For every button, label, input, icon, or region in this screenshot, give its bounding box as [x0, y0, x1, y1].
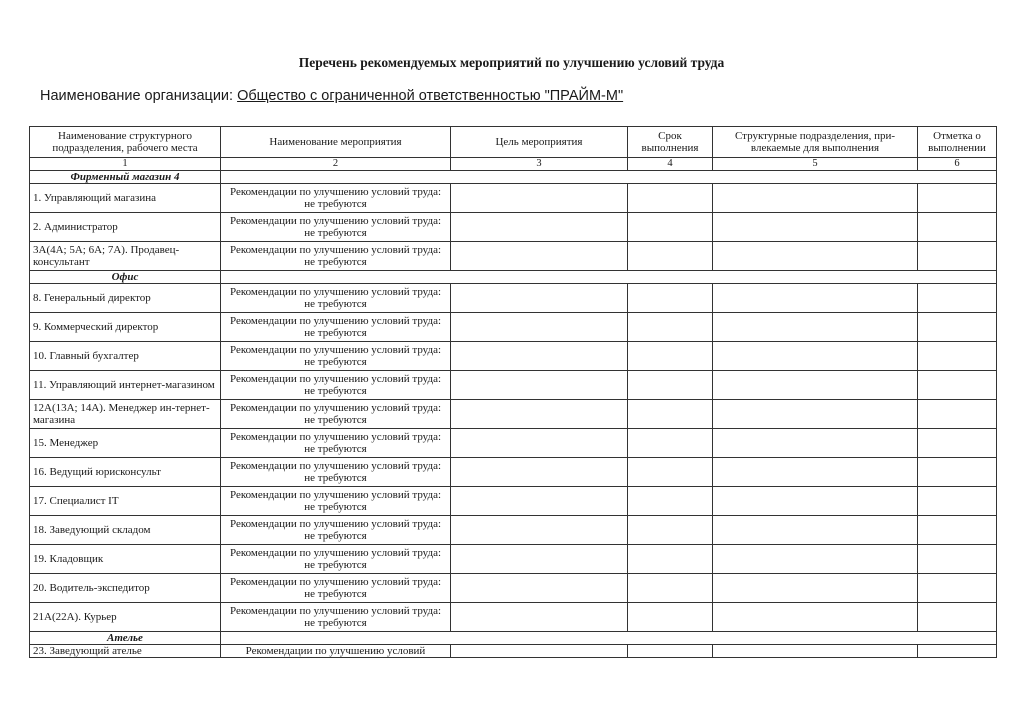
deadline-cell: [628, 429, 713, 458]
goal-cell: [451, 371, 628, 400]
measure-cell: Рекомендации по улучшению условий труда: не требуются: [221, 371, 451, 400]
departments-cell: [713, 213, 918, 242]
column-number: 6: [918, 158, 997, 171]
measure-cell: Рекомендации по улучшению условий труда: не требуются: [221, 184, 451, 213]
departments-cell: [713, 645, 918, 658]
table-row: [30, 516, 997, 545]
position-cell: 16. Ведущий юрисконсульт: [30, 458, 221, 487]
completion-mark-cell: [918, 458, 997, 487]
table-row: [30, 242, 997, 271]
position-cell: 9. Коммерческий директор: [30, 313, 221, 342]
deadline-cell: [628, 545, 713, 574]
column-number: 4: [628, 158, 713, 171]
measure-cell: Рекомендации по улучшению условий труда: не требуются: [221, 545, 451, 574]
departments-cell: [713, 242, 918, 271]
table-row: [30, 313, 997, 342]
completion-mark-cell: [918, 342, 997, 371]
goal-cell: [451, 313, 628, 342]
measure-cell: Рекомендации по улучшению условий труда: не требуются: [221, 574, 451, 603]
departments-cell: [713, 313, 918, 342]
deadline-cell: [628, 603, 713, 632]
goal-cell: [451, 516, 628, 545]
deadline-cell: [628, 242, 713, 271]
completion-mark-cell: [918, 371, 997, 400]
completion-mark-cell: [918, 429, 997, 458]
completion-mark-cell: [918, 487, 997, 516]
table-row: [30, 184, 997, 213]
measure-cell: Рекомендации по улучшению условий: [221, 645, 451, 658]
goal-cell: [451, 645, 628, 658]
position-cell: 18. Заведующий складом: [30, 516, 221, 545]
goal-cell: [451, 545, 628, 574]
section-name: Офис: [30, 271, 221, 284]
deadline-cell: [628, 516, 713, 545]
table-row: [30, 284, 997, 313]
table-row: [30, 213, 997, 242]
goal-cell: [451, 458, 628, 487]
completion-mark-cell: [918, 645, 997, 658]
departments-cell: [713, 545, 918, 574]
measures-table: [29, 126, 997, 658]
column-number: 5: [713, 158, 918, 171]
position-cell: 1. Управляющий магазина: [30, 184, 221, 213]
table-row: [30, 645, 997, 658]
position-cell: 2. Администратор: [30, 213, 221, 242]
measure-cell: Рекомендации по улучшению условий труда: не требуются: [221, 213, 451, 242]
completion-mark-cell: [918, 313, 997, 342]
section-filler-cell: [221, 632, 997, 645]
section-row: [30, 632, 997, 645]
position-cell: 10. Главный бухгалтер: [30, 342, 221, 371]
measure-cell: Рекомендации по улучшению условий труда: не требуются: [221, 400, 451, 429]
header-cell-departments: Структурные подразделения, при-влекаемые для выполнения: [713, 127, 918, 158]
table-row: [30, 371, 997, 400]
departments-cell: [713, 487, 918, 516]
position-cell: 3А(4А; 5А; 6А; 7А). Продавец-консультант: [30, 242, 221, 271]
column-number: 3: [451, 158, 628, 171]
completion-mark-cell: [918, 284, 997, 313]
section-name: Ателье: [30, 632, 221, 645]
section-filler-cell: [221, 171, 997, 184]
section-name: Фирменный магазин 4: [30, 171, 221, 184]
table-row: [30, 342, 997, 371]
column-number: 1: [30, 158, 221, 171]
deadline-cell: [628, 284, 713, 313]
column-number-row: [30, 158, 997, 171]
deadline-cell: [628, 371, 713, 400]
table-row: [30, 487, 997, 516]
organization-label: Наименование организации:: [40, 88, 234, 104]
header-cell-deadline: Срок выполнения: [628, 127, 713, 158]
goal-cell: [451, 487, 628, 516]
header-cell-goal: Цель мероприятия: [451, 127, 628, 158]
position-cell: 12А(13А; 14А). Менеджер ин-тернет-магазина: [30, 400, 221, 429]
departments-cell: [713, 371, 918, 400]
deadline-cell: [628, 213, 713, 242]
section-row: [30, 171, 997, 184]
header-cell-measure: Наименование мероприятия: [221, 127, 451, 158]
completion-mark-cell: [918, 545, 997, 574]
goal-cell: [451, 342, 628, 371]
completion-mark-cell: [918, 516, 997, 545]
completion-mark-cell: [918, 242, 997, 271]
departments-cell: [713, 603, 918, 632]
header-row: [30, 127, 997, 158]
completion-mark-cell: [918, 400, 997, 429]
position-cell: 21А(22А). Курьер: [30, 603, 221, 632]
organization-name: Общество с ограниченной ответственностью "ПРАЙМ-М": [237, 88, 624, 104]
departments-cell: [713, 342, 918, 371]
measure-cell: Рекомендации по улучшению условий труда: не требуются: [221, 313, 451, 342]
goal-cell: [451, 400, 628, 429]
position-cell: 15. Менеджер: [30, 429, 221, 458]
goal-cell: [451, 284, 628, 313]
departments-cell: [713, 458, 918, 487]
measure-cell: Рекомендации по улучшению условий труда: не требуются: [221, 603, 451, 632]
departments-cell: [713, 284, 918, 313]
section-filler-cell: [221, 271, 997, 284]
departments-cell: [713, 184, 918, 213]
organization-line: [40, 88, 623, 104]
goal-cell: [451, 242, 628, 271]
position-cell: 11. Управляющий интернет-магазином: [30, 371, 221, 400]
departments-cell: [713, 574, 918, 603]
measure-cell: Рекомендации по улучшению условий труда: не требуются: [221, 242, 451, 271]
completion-mark-cell: [918, 603, 997, 632]
header-cell-subdivision: Наименование структурного подразделения, рабочего места: [30, 127, 221, 158]
table-row: [30, 603, 997, 632]
table-row: [30, 545, 997, 574]
deadline-cell: [628, 574, 713, 603]
deadline-cell: [628, 645, 713, 658]
position-cell: 8. Генеральный директор: [30, 284, 221, 313]
departments-cell: [713, 400, 918, 429]
completion-mark-cell: [918, 213, 997, 242]
goal-cell: [451, 429, 628, 458]
deadline-cell: [628, 487, 713, 516]
goal-cell: [451, 184, 628, 213]
table-row: [30, 429, 997, 458]
measure-cell: Рекомендации по улучшению условий труда: не требуются: [221, 487, 451, 516]
departments-cell: [713, 516, 918, 545]
section-row: [30, 271, 997, 284]
deadline-cell: [628, 184, 713, 213]
deadline-cell: [628, 342, 713, 371]
table-row: [30, 400, 997, 429]
departments-cell: [713, 429, 918, 458]
position-cell: 17. Специалист IT: [30, 487, 221, 516]
header-cell-completion-mark: Отметка о выполнении: [918, 127, 997, 158]
measure-cell: Рекомендации по улучшению условий труда: не требуются: [221, 342, 451, 371]
deadline-cell: [628, 313, 713, 342]
table-row: [30, 574, 997, 603]
deadline-cell: [628, 458, 713, 487]
measure-cell: Рекомендации по улучшению условий труда: не требуются: [221, 458, 451, 487]
goal-cell: [451, 603, 628, 632]
measure-cell: Рекомендации по улучшению условий труда: не требуются: [221, 284, 451, 313]
completion-mark-cell: [918, 574, 997, 603]
column-number: 2: [221, 158, 451, 171]
position-cell: 23. Заведующий ателье: [30, 645, 221, 658]
completion-mark-cell: [918, 184, 997, 213]
measure-cell: Рекомендации по улучшению условий труда: не требуются: [221, 429, 451, 458]
measure-cell: Рекомендации по улучшению условий труда: не требуются: [221, 516, 451, 545]
goal-cell: [451, 574, 628, 603]
goal-cell: [451, 213, 628, 242]
document-title: Перечень рекомендуемых мероприятий по улучшению условий труда: [298, 55, 725, 70]
table-row: [30, 458, 997, 487]
position-cell: 20. Водитель-экспедитор: [30, 574, 221, 603]
deadline-cell: [628, 400, 713, 429]
position-cell: 19. Кладовщик: [30, 545, 221, 574]
